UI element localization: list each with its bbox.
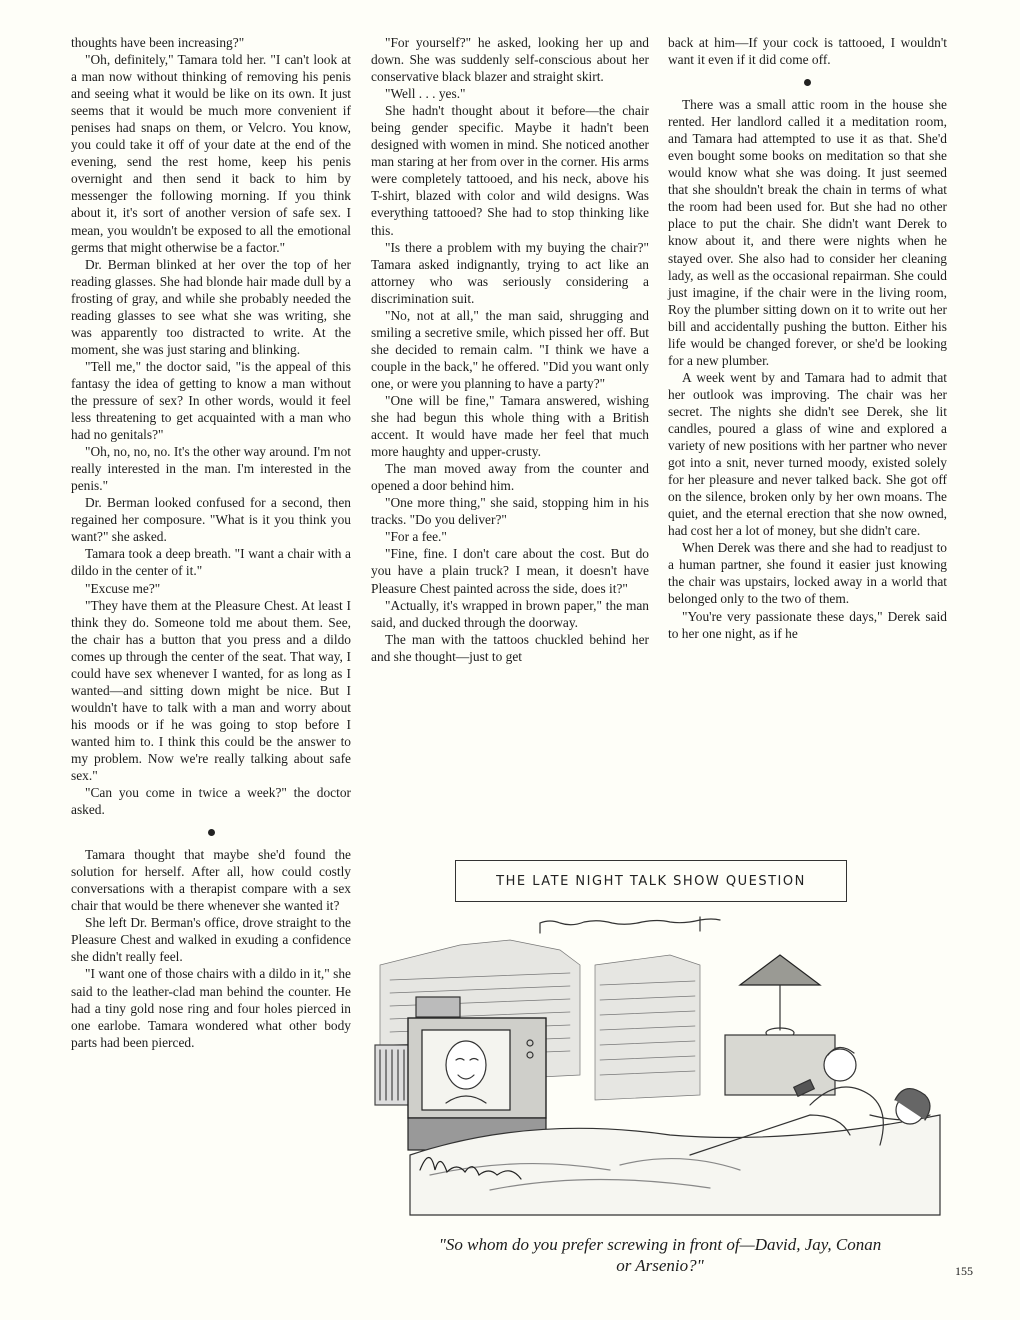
paragraph: "One will be fine," Tamara answered, wishing she had begun this whole thing with a British accent. It would have made her feel that much more haughty and upper-crusty. [371, 392, 649, 460]
paragraph: The man with the tattoos chuckled behind her and she thought—just to get [371, 631, 649, 664]
section-break-bullet [71, 818, 351, 846]
paragraph: "Is there a problem with my buying the chair?" Tamara asked indignantly, trying to act like an attorney who was seriously considering a discrimination suit. [371, 239, 649, 306]
tv-host-face [446, 1041, 486, 1089]
paragraph: "Excuse me?" [85, 580, 161, 596]
paragraph: "For yourself?" he asked, looking her up and down. She was suddenly self-conscious about her conservative black blazer and straight skirt. [371, 35, 649, 85]
paragraph: back at him—If your cock is tattooed, I wouldn't want it even if it did come off. [668, 35, 947, 68]
vcr [416, 997, 460, 1017]
cartoon-caption-box: THE LATE NIGHT TALK SHOW QUESTION [455, 860, 847, 902]
article-column-3 [668, 34, 947, 642]
lamp [740, 955, 820, 1038]
paragraph: When Derek was there and she had to readjust to a human partner, she found it easier just knowing the chair was upstairs, locked away in a world that belonged only to the two of them. [668, 540, 947, 607]
paragraph: "They have them at the Pleasure Chest. At least I think they do. Someone told me about them. See, the chair has a button that you press and a dildo comes up through the center of the seat. That way, I could have sex whenever I wanted, for as long as I wanted—and sitting down might be nice. But I wouldn't have to talk with a man and worry about his moods or if he was going to stop before I wanted him to. I think this could be the answer to my problem. Now we're really talking about safe sex." [71, 597, 351, 784]
cartoon-quote: "So whom do you prefer screwing in front of—David, Jay, Conan or Arsenio?" [438, 1235, 882, 1275]
article-column-1 [71, 34, 351, 1051]
paragraph: She left Dr. Berman's office, drove straight to the Pleasure Chest and walked in exuding a confidence she didn't really feel. [71, 915, 351, 965]
paragraph: thoughts have been increasing?" [71, 35, 245, 50]
television [408, 997, 546, 1150]
paragraph: The man moved away from the counter and opened a door behind him. [371, 461, 649, 494]
paragraph: "For a fee." [385, 529, 447, 545]
paragraph: "Fine, fine. I don't care about the cost. But do you have a plain truck? I mean, it doesn't have Pleasure Chest painted across the side, does it?" [371, 546, 649, 596]
paragraph: Tamara took a deep breath. "I want a chair with a dildo in the center of it." [71, 546, 351, 579]
paragraph: Tamara thought that maybe she'd found the solution for herself. After all, how could costly conversations with a therapist compare with a sex chair that would be there whenever she wanted it? [71, 847, 351, 914]
paragraph: A week went by and Tamara had to admit that her outlook was improving. The chair was her secret. The nights she didn't see Derek, she lit candles, poured a glass of wine and explored a variety of new positions with her partner who never got into a snit, never turned moody, existed solely for her pleasure and never talked back. She got off on the silence, broken only by her own moans. The quiet, and the eternal erection that she now owned, had cost her a lot of money, but she didn't care. [668, 369, 947, 539]
paragraph: "Well . . . yes." [385, 86, 466, 102]
wall-scribble [540, 919, 720, 925]
section-break-bullet [668, 68, 947, 96]
paragraph: There was a small attic room in the house she rented. Her landlord called it a meditation room, and Tamara had attempted to use it as that. She'd even bought some books on meditation so that she would know what she was doing. It just seemed that she shouldn't break the chain in terms of what the room had been used for. But she had no other place to put the chair. She didn't want Derek to know about it, and there were nights when he stayed over. She also had to consider her cleaning lady, as well as the occasional repairman. She could just imagine, if the chair were in the living room, Roy the plumber sitting down on it to write out her bill and accidentally pushing the button. Either his life would be changed forever, or she'd be looking for a new plumber. [668, 97, 947, 368]
paragraph: Dr. Berman looked confused for a second, then regained her composure. "What is it you think you want?" she asked. [71, 495, 351, 545]
article-column-2 [371, 34, 649, 665]
paragraph: Dr. Berman blinked at her over the top of her reading glasses. She had blonde hair made dull by a frosting of gray, and while she probably needed the reading glasses to see what she was writing, she was apparently too distracted to write. At the moment, she was just staring and blinking. [71, 256, 351, 357]
paragraph: "Tell me," the doctor said, "is the appeal of this fantasy the idea of getting to know a man without the pressure of sex? In other words, would it feel less threatening to get acquainted with a man who had no genitals?" [71, 358, 351, 443]
paragraph: "Actually, it's wrapped in brown paper," the man said, and ducked through the doorway. [371, 597, 649, 630]
paragraph: "No, not at all," the man said, shrugging and smiling a secretive smile, which pissed her off. But she decided to remain calm. "I think we have a couple in the back," he offered. "Did you want only one, or were you planning to have a party?" [371, 307, 649, 391]
paragraph: "One more thing," she said, stopping him in his tracks. "Do you deliver?" [371, 495, 649, 528]
paragraph: "Can you come in twice a week?" the doctor asked. [71, 785, 351, 818]
paragraph: "Oh, definitely," Tamara told her. "I can't look at a man now without thinking of removing his penis and seeing what it would be like on its own. It just seems that it would be much more convenient if penises had snaps on them, or Velcro. You know, you could take it off of your date at the end of the evening, send the rest home, keep his penis overnight and then send it back to him by messenger the following morning. If you think about it, it's sort of another version of safe sex. I mean, you wouldn't be exposed to all the emotional germs that might otherwise be a factor." [71, 52, 351, 255]
nightstand [725, 1035, 835, 1095]
page-number: 155 [955, 1264, 973, 1278]
cartoon-illustration [370, 855, 950, 1223]
paragraph: "Oh, no, no, no. It's the other way around. I'm not really interested in the man. I'm interested in the penis." [71, 444, 351, 494]
paragraph: "You're very passionate these days," Derek said to her one night, as if he [668, 608, 947, 641]
paragraph: She hadn't thought about it before—the chair being gender specific. Maybe it hadn't been designed with women in mind. She noticed another man staring at her from over in the corner. His arms were completely tattooed, and his neck, above his T-shirt, blazed with color and wild designs. Was everything tattooed? She had to stop thinking like this. [371, 103, 649, 238]
paragraph: "I want one of those chairs with a dildo in it," she said to the leather-clad man behind the counter. He had a tiny gold nose ring and four holes pierced in one earlobe. Tamara wondered what other body parts had been pierced. [71, 966, 351, 1050]
